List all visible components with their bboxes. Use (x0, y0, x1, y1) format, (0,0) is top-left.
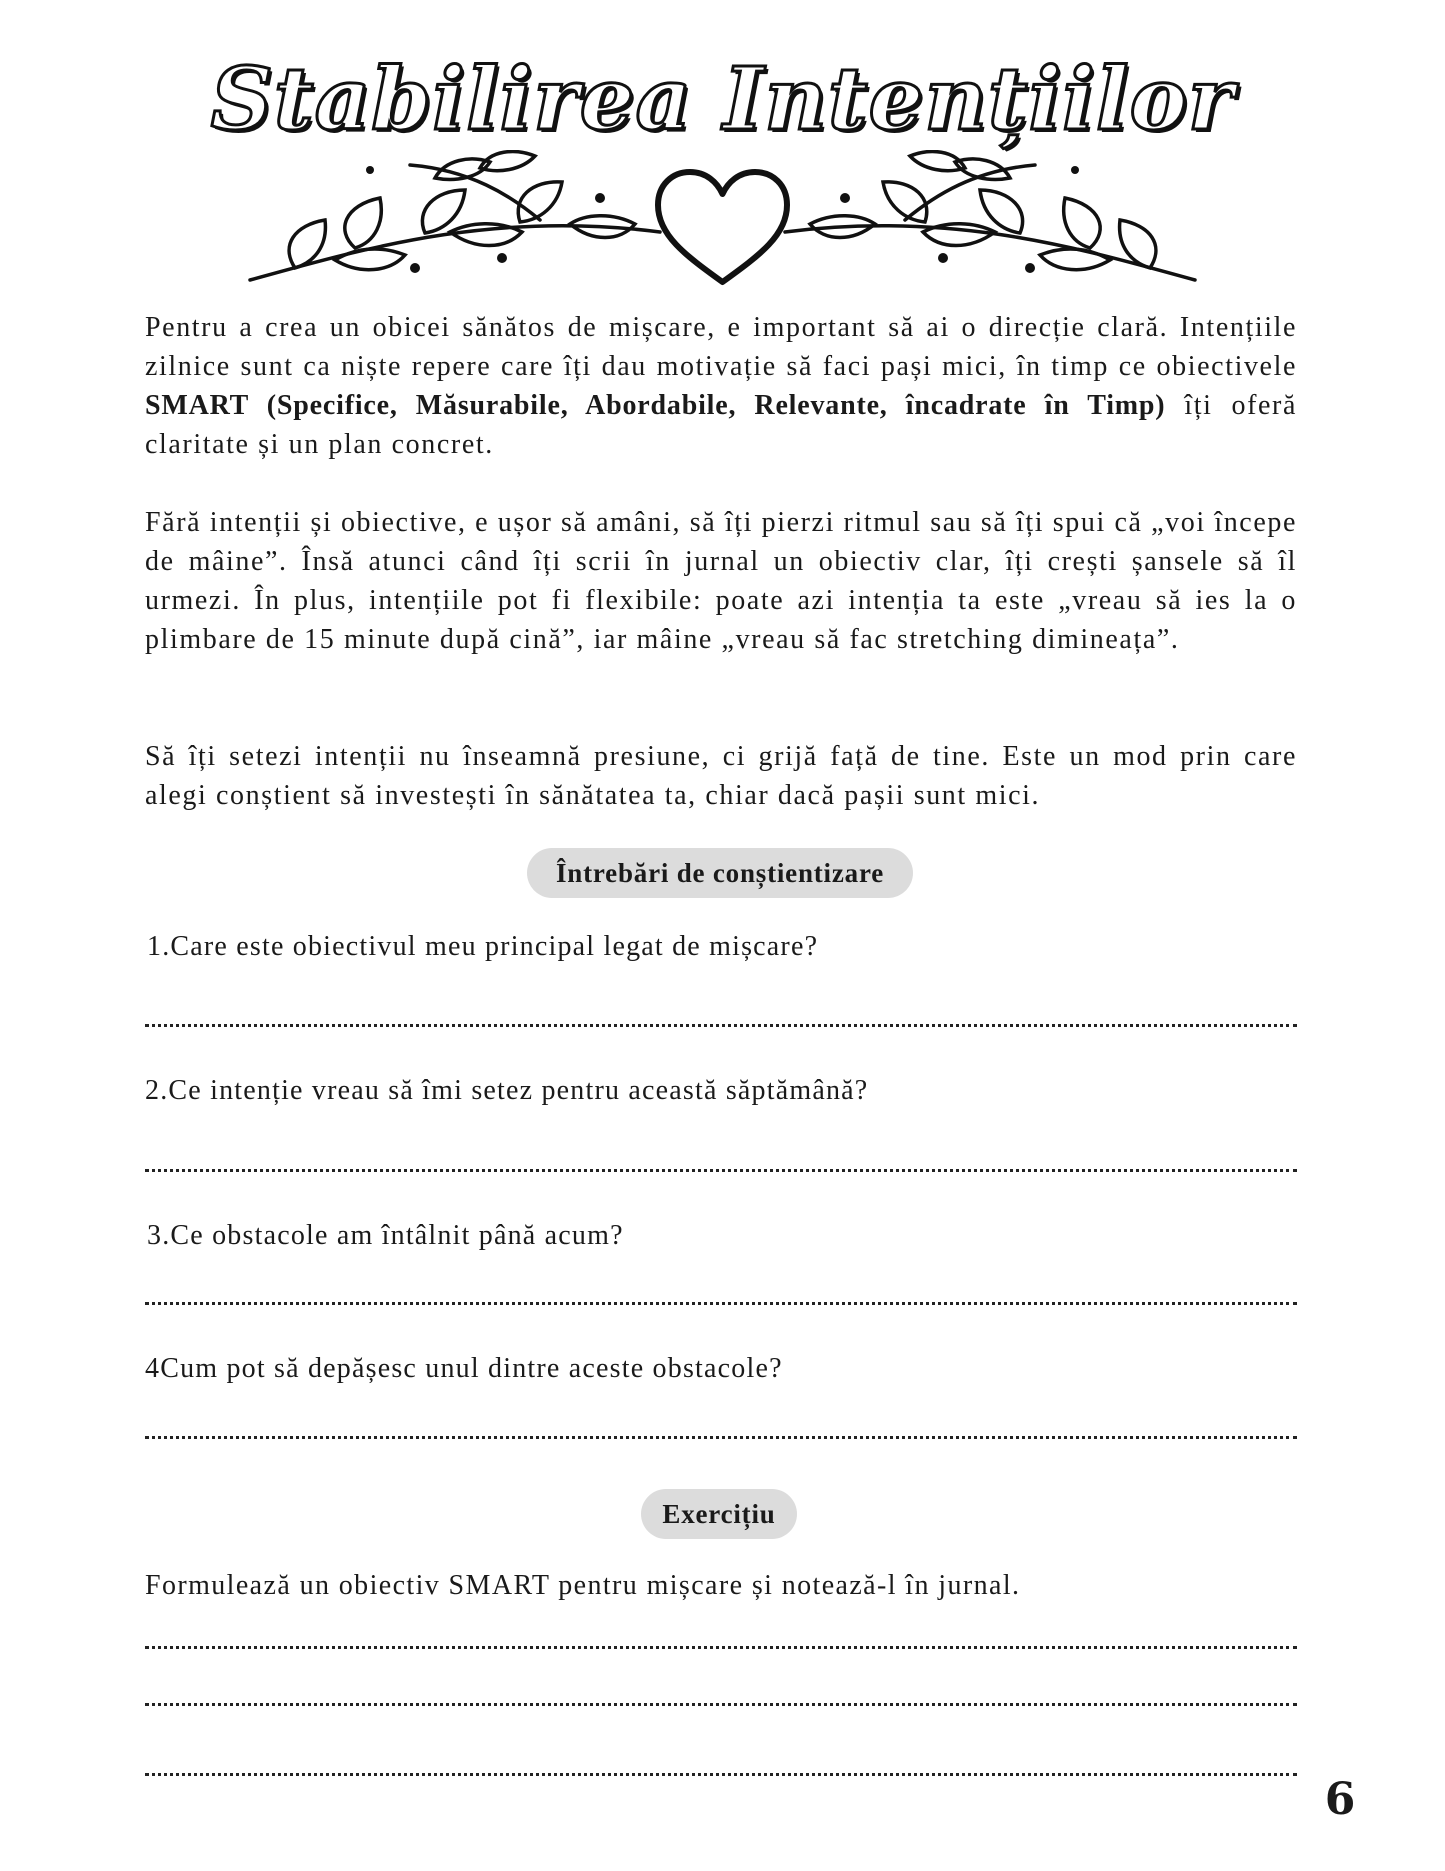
leaf-branch-ornament (240, 150, 1205, 290)
question-2: 2.Ce intenție vreau să îmi setez pentru această săptămână? (145, 1075, 869, 1106)
exercise-line-1[interactable] (145, 1646, 1297, 1649)
exercise-line-2[interactable] (145, 1703, 1297, 1706)
question-4: 4Cum pot să depășesc unul dintre aceste obstacole? (145, 1353, 783, 1384)
answer-line-1[interactable] (145, 1024, 1297, 1027)
motivation-paragraph: Fără intenții și obiective, e ușor să amâni, să îți pierzi ritmul sau să îți spui că „voi începe de mâine”. Însă atunci când îți scrii în jurnal un obiectiv clar, îți crești șansele să îl urmezi. În plus, intențiile pot fi flexibile: poate azi intenția ta este „vreau să ies la o plimbare de 15 minute după cină”, iar mâine „vreau să fac stretching dimineața”. (145, 507, 1297, 655)
answer-line-3[interactable] (145, 1302, 1297, 1305)
page-title: Stabilirea Intențiilor (210, 49, 1235, 150)
smart-definition: SMART (Specifice, Măsurabile, Abordabile, Relevante, încadrate în Timp) (145, 390, 1166, 421)
question-3: 3.Ce obstacole am întâlnit până acum? (147, 1220, 624, 1251)
heart-icon (658, 172, 787, 282)
exercise-instruction: Formulează un obiectiv SMART pentru mișcare și notează-l în jurnal. (145, 1570, 1021, 1601)
intro-text: Pentru a crea un obicei sănătos de mișcare, e important să ai o direcție clară. Intențiile zilnice sunt ca niște repere care îți dau motivație să faci pași mici, în timp ce obiectivele (145, 312, 1297, 382)
intro-text-end: îți oferă claritate și un plan concret. (145, 390, 1298, 460)
exercise-heading: Exercițiu (641, 1489, 797, 1539)
answer-line-4[interactable] (145, 1436, 1297, 1439)
question-1: 1.Care este obiectivul meu principal legat de mișcare? (147, 931, 819, 962)
questions-heading: Întrebări de conștientizare (527, 848, 913, 898)
care-paragraph: Să îți setezi intenții nu înseamnă presiune, ci grijă față de tine. Este un mod prin care alegi conștient să investești în sănătatea ta, chiar dacă pașii sunt mici. (145, 741, 1297, 811)
intro-paragraph (145, 308, 1297, 464)
exercise-line-3[interactable] (145, 1773, 1297, 1776)
page-number: 6 (1324, 1774, 1356, 1825)
answer-line-2[interactable] (145, 1169, 1297, 1172)
